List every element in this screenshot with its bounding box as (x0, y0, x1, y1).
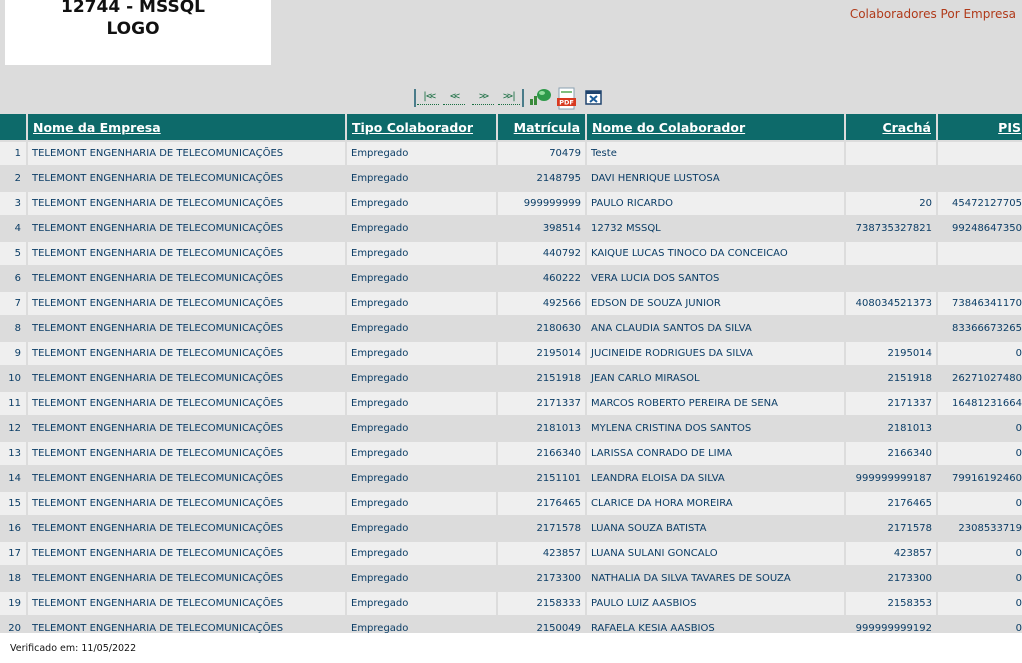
cell-cracha: 2176465 (846, 492, 936, 515)
pdf-icon-label: PDF (559, 98, 574, 107)
cell-pis: 99248647350 (938, 217, 1022, 240)
cell-matricula: 2173300 (498, 567, 585, 590)
cell-pis: 83366673265 (938, 317, 1022, 340)
table-row (0, 417, 1022, 440)
row-index: 19 (0, 592, 26, 615)
row-index: 11 (0, 392, 26, 415)
cell-empresa: TELEMONT ENGENHARIA DE TELECOMUNICAÇÕES (28, 392, 345, 415)
report-title: Colaboradores Por Empresa (849, 7, 1016, 21)
table-row (0, 467, 1022, 490)
cell-matricula: 2176465 (498, 492, 585, 515)
cell-matricula: 492566 (498, 292, 585, 315)
cell-pis: 0 (938, 417, 1022, 440)
cell-empresa: TELEMONT ENGENHARIA DE TELECOMUNICAÇÕES (28, 242, 345, 265)
cell-pis: 0 (938, 342, 1022, 365)
cell-colaborador: JUCINEIDE RODRIGUES DA SILVA (587, 342, 844, 365)
next-page-button[interactable]: >> (472, 89, 494, 105)
previous-page-button[interactable]: << (443, 89, 465, 105)
colaboradores-table (0, 112, 1022, 633)
column-header-matricula[interactable]: Matrícula (498, 114, 585, 140)
cell-tipo: Empregado (347, 367, 496, 390)
row-index: 8 (0, 317, 26, 340)
cell-tipo: Empregado (347, 542, 496, 565)
cell-colaborador: MYLENA CRISTINA DOS SANTOS (587, 417, 844, 440)
pdf-icon[interactable] (556, 87, 578, 115)
cell-cracha: 738735327821 (846, 217, 936, 240)
row-index: 6 (0, 267, 26, 290)
row-index: 5 (0, 242, 26, 265)
last-page-button[interactable]: >>| (498, 89, 520, 105)
verification-footer: Verificado em: 11/05/2022 (10, 643, 137, 654)
cell-tipo: Empregado (347, 242, 496, 265)
table-row (0, 492, 1022, 515)
table-row (0, 292, 1022, 315)
cell-tipo: Empregado (347, 142, 496, 165)
cell-colaborador: LEANDRA ELOISA DA SILVA (587, 467, 844, 490)
cell-matricula: 2150049 (498, 617, 585, 633)
cell-empresa: TELEMONT ENGENHARIA DE TELECOMUNICAÇÕES (28, 467, 345, 490)
logo-line-1: 12744 - MSSQL (61, 0, 205, 17)
cell-cracha: 2173300 (846, 567, 936, 590)
cell-cracha: 2171578 (846, 517, 936, 540)
cell-matricula: 2180630 (498, 317, 585, 340)
cell-tipo: Empregado (347, 342, 496, 365)
row-index: 20 (0, 617, 26, 633)
cell-pis: 0 (938, 592, 1022, 615)
cell-colaborador: Teste (587, 142, 844, 165)
column-header-tipo[interactable]: Tipo Colaborador (347, 114, 496, 140)
cell-empresa: TELEMONT ENGENHARIA DE TELECOMUNICAÇÕES (28, 542, 345, 565)
table-row (0, 542, 1022, 565)
cell-pis: 0 (938, 442, 1022, 465)
cell-tipo: Empregado (347, 492, 496, 515)
row-index: 4 (0, 217, 26, 240)
cell-matricula: 423857 (498, 542, 585, 565)
cell-cracha: 2151918 (846, 367, 936, 390)
cell-tipo: Empregado (347, 217, 496, 240)
row-index: 15 (0, 492, 26, 515)
cell-pis (938, 267, 1022, 290)
cell-empresa: TELEMONT ENGENHARIA DE TELECOMUNICAÇÕES (28, 592, 345, 615)
cell-colaborador: LARISSA CONRADO DE LIMA (587, 442, 844, 465)
column-header-cracha[interactable]: Crachá (846, 114, 936, 140)
cell-empresa: TELEMONT ENGENHARIA DE TELECOMUNICAÇÕES (28, 292, 345, 315)
cell-pis: 2308533719 (938, 517, 1022, 540)
row-index: 10 (0, 367, 26, 390)
cell-tipo: Empregado (347, 292, 496, 315)
cell-cracha: 2158353 (846, 592, 936, 615)
cell-pis: 26271027480 (938, 367, 1022, 390)
cell-matricula: 2158333 (498, 592, 585, 615)
column-header-pis[interactable]: PIS (938, 114, 1022, 140)
cell-cracha (846, 317, 936, 340)
cell-cracha: 2166340 (846, 442, 936, 465)
cell-tipo: Empregado (347, 592, 496, 615)
cell-colaborador: RAFAELA KESIA AASBIOS (587, 617, 844, 633)
cell-empresa: TELEMONT ENGENHARIA DE TELECOMUNICAÇÕES (28, 142, 345, 165)
cell-colaborador: PAULO LUIZ AASBIOS (587, 592, 844, 615)
cell-pis: 0 (938, 567, 1022, 590)
cell-matricula: 999999999 (498, 192, 585, 215)
cell-empresa: TELEMONT ENGENHARIA DE TELECOMUNICAÇÕES (28, 417, 345, 440)
cell-matricula: 2148795 (498, 167, 585, 190)
cell-cracha: 999999999187 (846, 467, 936, 490)
cell-colaborador: NATHALIA DA SILVA TAVARES DE SOUZA (587, 567, 844, 590)
cell-colaborador: LUANA SULANI GONCALO (587, 542, 844, 565)
cell-colaborador: MARCOS ROBERTO PEREIRA DE SENA (587, 392, 844, 415)
cell-pis (938, 167, 1022, 190)
cell-pis: 79916192460 (938, 467, 1022, 490)
table-row (0, 367, 1022, 390)
cell-tipo: Empregado (347, 617, 496, 633)
cell-tipo: Empregado (347, 567, 496, 590)
cell-matricula: 2181013 (498, 417, 585, 440)
cell-tipo: Empregado (347, 267, 496, 290)
cell-empresa: TELEMONT ENGENHARIA DE TELECOMUNICAÇÕES (28, 367, 345, 390)
cell-cracha: 20 (846, 192, 936, 215)
cell-tipo: Empregado (347, 417, 496, 440)
cell-pis (938, 142, 1022, 165)
row-index: 1 (0, 142, 26, 165)
cell-pis (938, 242, 1022, 265)
logo-line-2: LOGO (106, 19, 160, 39)
row-index: 18 (0, 567, 26, 590)
toolbar-separator (522, 89, 524, 107)
table-row (0, 617, 1022, 633)
export-icon[interactable] (528, 87, 552, 111)
cell-cracha: 999999999192 (846, 617, 936, 633)
report-toolbar (414, 85, 614, 109)
cell-colaborador: LUANA SOUZA BATISTA (587, 517, 844, 540)
first-page-button[interactable]: |<< (417, 89, 439, 105)
cell-empresa: TELEMONT ENGENHARIA DE TELECOMUNICAÇÕES (28, 617, 345, 633)
column-header-empresa[interactable]: Nome da Empresa (28, 114, 345, 140)
table-row (0, 392, 1022, 415)
table-row (0, 592, 1022, 615)
cell-empresa: TELEMONT ENGENHARIA DE TELECOMUNICAÇÕES (28, 567, 345, 590)
row-index: 7 (0, 292, 26, 315)
cell-colaborador: EDSON DE SOUZA JUNIOR (587, 292, 844, 315)
cell-empresa: TELEMONT ENGENHARIA DE TELECOMUNICAÇÕES (28, 267, 345, 290)
cell-matricula: 2171578 (498, 517, 585, 540)
cell-cracha: 408034521373 (846, 292, 936, 315)
cell-empresa: TELEMONT ENGENHARIA DE TELECOMUNICAÇÕES (28, 192, 345, 215)
cell-empresa: TELEMONT ENGENHARIA DE TELECOMUNICAÇÕES (28, 167, 345, 190)
table-row (0, 442, 1022, 465)
cell-pis: 73846341170 (938, 292, 1022, 315)
cell-colaborador: DAVI HENRIQUE LUSTOSA (587, 167, 844, 190)
table-row (0, 567, 1022, 590)
cell-pis: 0 (938, 542, 1022, 565)
toolbar-separator (414, 89, 416, 107)
cell-tipo: Empregado (347, 192, 496, 215)
column-header-index (0, 114, 26, 140)
cell-matricula: 2195014 (498, 342, 585, 365)
cell-tipo: Empregado (347, 317, 496, 340)
cell-colaborador: VERA LUCIA DOS SANTOS (587, 267, 844, 290)
table-row (0, 317, 1022, 340)
cell-cracha: 2195014 (846, 342, 936, 365)
cell-matricula: 440792 (498, 242, 585, 265)
table-row (0, 142, 1022, 165)
cell-pis: 16481231664 (938, 392, 1022, 415)
logo (5, 0, 271, 65)
cell-pis: 0 (938, 617, 1022, 633)
cell-empresa: TELEMONT ENGENHARIA DE TELECOMUNICAÇÕES (28, 217, 345, 240)
row-index: 16 (0, 517, 26, 540)
cell-matricula: 2151101 (498, 467, 585, 490)
cell-colaborador: CLARICE DA HORA MOREIRA (587, 492, 844, 515)
cell-matricula: 460222 (498, 267, 585, 290)
row-index: 13 (0, 442, 26, 465)
cell-cracha: 2181013 (846, 417, 936, 440)
cell-colaborador: PAULO RICARDO (587, 192, 844, 215)
table-header-row (0, 114, 1022, 140)
row-index: 3 (0, 192, 26, 215)
cell-empresa: TELEMONT ENGENHARIA DE TELECOMUNICAÇÕES (28, 517, 345, 540)
cell-empresa: TELEMONT ENGENHARIA DE TELECOMUNICAÇÕES (28, 492, 345, 515)
cell-matricula: 70479 (498, 142, 585, 165)
cell-pis: 0 (938, 492, 1022, 515)
cell-empresa: TELEMONT ENGENHARIA DE TELECOMUNICAÇÕES (28, 442, 345, 465)
cell-cracha (846, 267, 936, 290)
table-row (0, 192, 1022, 215)
cell-matricula: 2151918 (498, 367, 585, 390)
table-row (0, 217, 1022, 240)
cell-matricula: 2171337 (498, 392, 585, 415)
cell-matricula: 398514 (498, 217, 585, 240)
cell-tipo: Empregado (347, 392, 496, 415)
cell-cracha (846, 242, 936, 265)
cell-cracha (846, 142, 936, 165)
cell-tipo: Empregado (347, 442, 496, 465)
row-index: 2 (0, 167, 26, 190)
cell-tipo: Empregado (347, 467, 496, 490)
table-row (0, 267, 1022, 290)
row-index: 14 (0, 467, 26, 490)
row-index: 9 (0, 342, 26, 365)
table-row (0, 342, 1022, 365)
colaboradores-table-container (0, 112, 1022, 633)
table-row (0, 517, 1022, 540)
excel-icon[interactable] (585, 89, 603, 111)
row-index: 12 (0, 417, 26, 440)
column-header-colaborador[interactable]: Nome do Colaborador (587, 114, 844, 140)
cell-empresa: TELEMONT ENGENHARIA DE TELECOMUNICAÇÕES (28, 342, 345, 365)
cell-tipo: Empregado (347, 517, 496, 540)
cell-empresa: TELEMONT ENGENHARIA DE TELECOMUNICAÇÕES (28, 317, 345, 340)
cell-tipo: Empregado (347, 167, 496, 190)
table-row (0, 242, 1022, 265)
table-row (0, 167, 1022, 190)
row-index: 17 (0, 542, 26, 565)
cell-cracha: 2171337 (846, 392, 936, 415)
cell-pis: 45472127705 (938, 192, 1022, 215)
cell-colaborador: JEAN CARLO MIRASOL (587, 367, 844, 390)
cell-colaborador: KAIQUE LUCAS TINOCO DA CONCEICAO (587, 242, 844, 265)
cell-matricula: 2166340 (498, 442, 585, 465)
cell-colaborador: ANA CLAUDIA SANTOS DA SILVA (587, 317, 844, 340)
cell-cracha (846, 167, 936, 190)
cell-colaborador: 12732 MSSQL (587, 217, 844, 240)
cell-cracha: 423857 (846, 542, 936, 565)
